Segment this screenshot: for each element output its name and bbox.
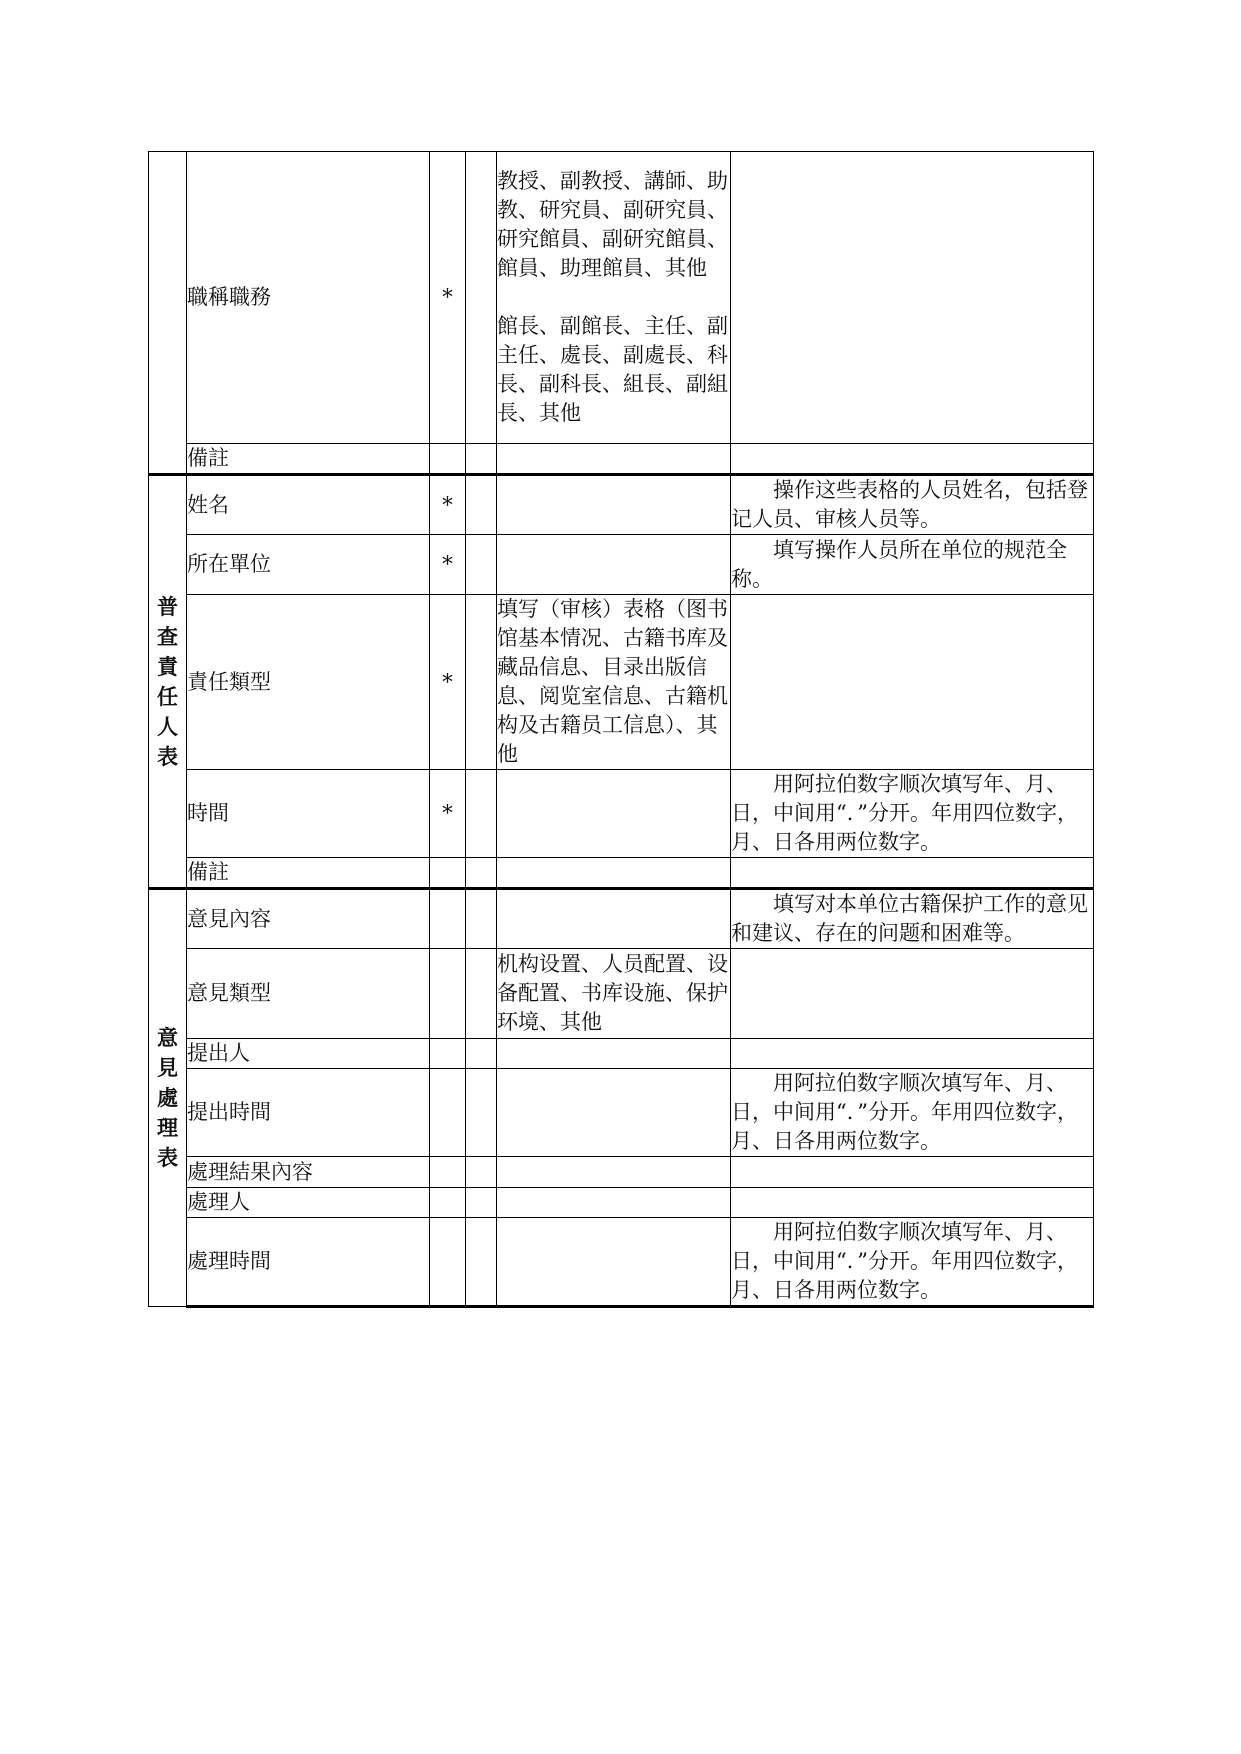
required-mark: *: [430, 535, 466, 595]
field-note: 填写操作人员所在单位的规范全称。: [731, 535, 1094, 595]
table-row: [149, 444, 1094, 475]
field-name: 職稱職務: [187, 152, 430, 444]
blank-cell: [466, 770, 497, 858]
table-row: [149, 595, 1094, 770]
blank-cell: [466, 889, 497, 949]
field-name: 時間: [187, 770, 430, 858]
field-name: 處理結果內容: [187, 1157, 430, 1188]
table-row: [149, 1157, 1094, 1188]
field-options: [497, 1157, 731, 1188]
blank-cell: [466, 1157, 497, 1188]
field-options: 教授、副教授、講師、助教、研究員、副研究員、研究館員、副研究館員、館員、助理館員、其他 館長、副館長、主任、副主任、處長、副處長、科長、副科長、組長、副組長、其他: [497, 152, 731, 444]
table-row: [149, 535, 1094, 595]
field-options: [497, 444, 731, 475]
table-row: [149, 1039, 1094, 1069]
field-note: [731, 858, 1094, 889]
field-options: [497, 1039, 731, 1069]
field-options: 填写（审核）表格（图书馆基本情况、古籍书库及藏品信息、目录出版信息、阅览室信息、古籍机构及古籍员工信息）、其他: [497, 595, 731, 770]
section-label: 意見處理表: [149, 889, 187, 1307]
field-note: [731, 444, 1094, 475]
field-name: 意見類型: [187, 949, 430, 1039]
required-mark: [430, 1188, 466, 1218]
required-mark: [430, 444, 466, 475]
blank-cell: [466, 858, 497, 889]
required-mark: [430, 858, 466, 889]
field-note: 用阿拉伯数字顺次填写年、月、日，中间用“．”分开。年用四位数字，月、日各用两位数字。: [731, 770, 1094, 858]
required-mark: [430, 889, 466, 949]
field-options: [497, 475, 731, 535]
field-options: [497, 858, 731, 889]
field-options: [497, 1218, 731, 1307]
blank-cell: [466, 444, 497, 475]
table-row: [149, 949, 1094, 1039]
required-mark: *: [430, 475, 466, 535]
field-name: 備註: [187, 444, 430, 475]
table-row: [149, 770, 1094, 858]
required-mark: [430, 949, 466, 1039]
blank-cell: [466, 535, 497, 595]
field-name: 處理人: [187, 1188, 430, 1218]
field-options: 机构设置、人员配置、设备配置、书库设施、保护环境、其他: [497, 949, 731, 1039]
field-name: 姓名: [187, 475, 430, 535]
required-mark: [430, 1157, 466, 1188]
field-options: [497, 770, 731, 858]
section-label: 普查責任人表: [149, 475, 187, 889]
table-row: [149, 1069, 1094, 1157]
blank-cell: [466, 1188, 497, 1218]
required-mark: *: [430, 595, 466, 770]
field-options: [497, 1188, 731, 1218]
required-mark: [430, 1069, 466, 1157]
field-name: 意見內容: [187, 889, 430, 949]
required-mark: [430, 1218, 466, 1307]
field-name: 提出時間: [187, 1069, 430, 1157]
field-options: [497, 535, 731, 595]
section-label-continued: [149, 152, 187, 475]
required-mark: *: [430, 770, 466, 858]
blank-cell: [466, 1218, 497, 1307]
blank-cell: [466, 1039, 497, 1069]
field-note: 操作这些表格的人员姓名，包括登记人员、审核人员等。: [731, 475, 1094, 535]
blank-cell: [466, 475, 497, 535]
field-options: [497, 889, 731, 949]
field-options: [497, 1069, 731, 1157]
field-name: 處理時間: [187, 1218, 430, 1307]
field-note: [731, 1039, 1094, 1069]
table-row: [149, 152, 1094, 444]
field-name: 備註: [187, 858, 430, 889]
field-note: 用阿拉伯数字顺次填写年、月、日，中间用“．”分开。年用四位数字，月、日各用两位数字。: [731, 1218, 1094, 1307]
table-row: [149, 1188, 1094, 1218]
field-note: 填写对本单位古籍保护工作的意见和建议、存在的问题和困难等。: [731, 889, 1094, 949]
field-note: [731, 152, 1094, 444]
blank-cell: [466, 595, 497, 770]
blank-cell: [466, 1069, 497, 1157]
table-row: [149, 475, 1094, 535]
field-note: [731, 595, 1094, 770]
blank-cell: [466, 949, 497, 1039]
field-note: [731, 949, 1094, 1039]
field-note: [731, 1157, 1094, 1188]
field-note: [731, 1188, 1094, 1218]
required-mark: *: [430, 152, 466, 444]
table-row: [149, 1218, 1094, 1307]
field-name: 提出人: [187, 1039, 430, 1069]
field-definition-table: [148, 151, 1094, 1308]
table-row: [149, 858, 1094, 889]
table-row: [149, 889, 1094, 949]
blank-cell: [466, 152, 497, 444]
field-name: 所在單位: [187, 535, 430, 595]
field-name: 責任類型: [187, 595, 430, 770]
field-note: 用阿拉伯数字顺次填写年、月、日，中间用“．”分开。年用四位数字，月、日各用两位数字。: [731, 1069, 1094, 1157]
required-mark: [430, 1039, 466, 1069]
